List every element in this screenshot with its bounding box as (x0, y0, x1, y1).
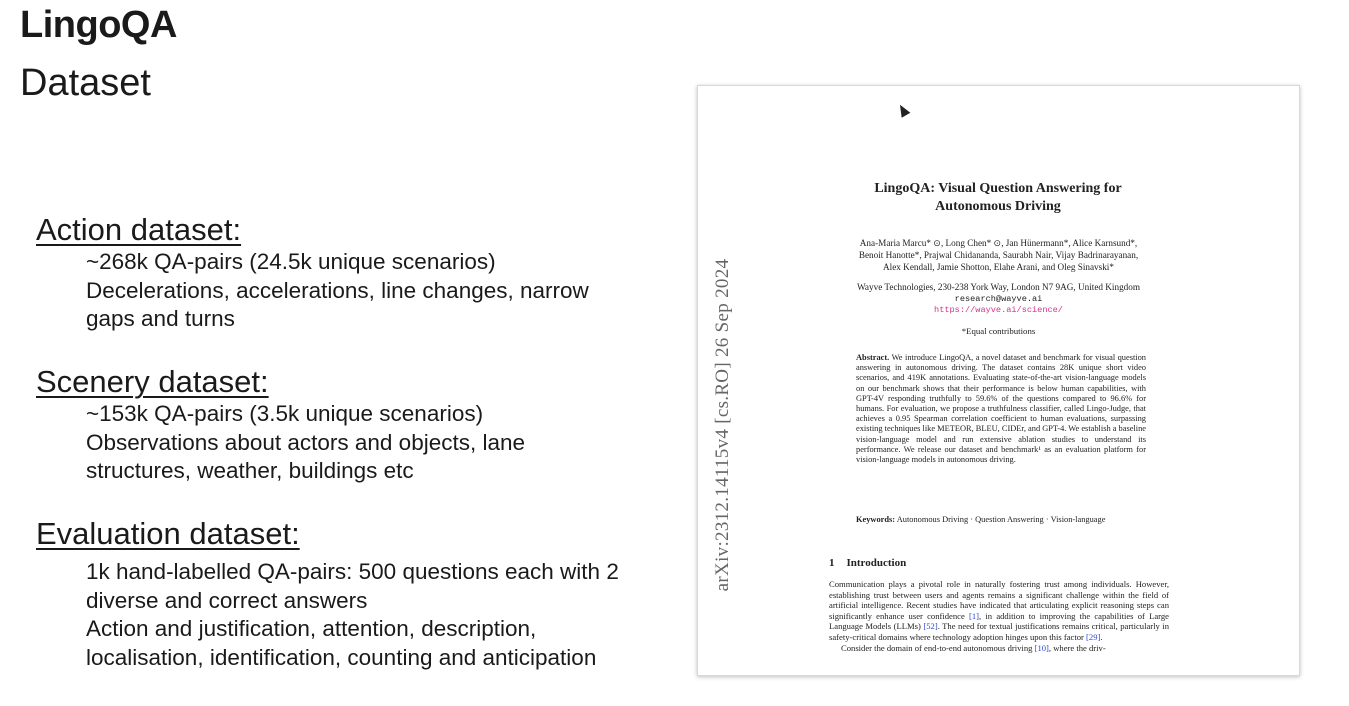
scenery-dataset-section (36, 364, 525, 486)
paper-title: LingoQA: Visual Question Answering for Autonomous Driving (874, 181, 1122, 214)
evaluation-dataset-count-line1: 1k hand-labelled QA-pairs: 500 questions each with 2 (86, 559, 619, 584)
action-dataset-count: ~268k QA-pairs (24.5k unique scenarios) (86, 249, 496, 274)
paper-intro-heading: 1 Introduction (829, 557, 907, 569)
paper-keywords: Keywords: Autonomous Driving · Question Answering · Vision-language (856, 515, 1106, 524)
abstract-label: Abstract. (856, 353, 890, 362)
mouse-cursor-icon (896, 102, 911, 117)
paper-url-link[interactable]: https://wayve.ai/science/ (934, 305, 1063, 315)
citation-link[interactable]: [1] (969, 610, 980, 621)
paper-intro-text: Communication plays a pivotal role in naturally fostering trust among individuals. However, establishing trust between users and agents remains a significant challenge within the field of artificial intelligence. Recent studies have indicated that articulating explicit reasoning steps can significantly enhance user confidence [1], in addition to improving the capabilities of Large Language Models (LLMs) [52]. The need for textual justifications remains critical, particularly in safety-critical domains where technology adoption hinges upon this factor [29]. Consider the domain of end-to-end autonomous driving [10], where the driv- (829, 579, 1169, 653)
evaluation-dataset-desc-line2: localisation, identification, counting and anticipation (86, 644, 597, 670)
evaluation-dataset-section (36, 516, 619, 672)
citation-link[interactable]: [10] (1034, 642, 1049, 653)
scenery-dataset-desc-line2: structures, weather, buildings etc (86, 458, 414, 483)
evaluation-dataset-heading: Evaluation dataset: (36, 516, 300, 551)
abstract-text: We introduce LingoQA, a novel dataset and benchmark for visual question answering in autonomous driving. The dataset contains 28K unique short video scenarios, and 419K annotations. Evaluating state-of-the-art vision-language models on our benchmark shows that their performance is below human capabilities, with GPT-4V responding truthfully to 59.6% of the questions compared to 96.6% for humans. For evaluation, we propose a truthfulness classifier, called Lingo-Judge, that achieves a 0.95 Spearman correlation coefficient to human evaluations, surpassing existing techniques like METEOR, BLEU, CIDEr, and GPT-4. We establish a baseline vision-language model and run extensive ablation studies to understand its performance. We release our dataset and benchmark¹ as an evaluation platform for vision-language models in autonomous driving. (856, 353, 1146, 465)
action-dataset-desc-line2: gaps and turns (86, 306, 235, 331)
paper-equal-contributions: *Equal contributions (961, 326, 1036, 336)
arxiv-stamp: arXiv:2312.14115v4 [cs.RO] 26 Sep 2024 (712, 258, 733, 592)
evaluation-dataset-desc-line1: Action and justification, attention, description, (86, 616, 537, 641)
paper-preview[interactable] (697, 85, 1300, 676)
scenery-dataset-heading: Scenery dataset: (36, 364, 269, 399)
citation-link[interactable]: [52] (923, 621, 938, 632)
paper-abstract (856, 353, 1146, 465)
slide-subtitle: Dataset (20, 62, 151, 104)
paper-authors: Ana-Maria Marcu* ⊙, Long Chen* ⊙, Jan Hünermann*, Alice Karnsund*, Benoit Hanotte*, Prajwal Chidananda, Saurabh Nair, Vijay Badrinarayanan, Alex Kendall, Jamie Shotton, Elahe Arani, and Oleg Sinavski* (858, 238, 1139, 272)
action-dataset-heading: Action dataset: (36, 212, 242, 247)
action-dataset-section (36, 212, 589, 334)
paper-email: research@wayve.ai (954, 293, 1043, 304)
slide-title: LingoQA (20, 4, 177, 46)
scenery-dataset-desc-line1: Observations about actors and objects, lane (86, 429, 526, 455)
scenery-dataset-count: ~153k QA-pairs (3.5k unique scenarios) (86, 401, 484, 426)
citation-link[interactable]: [29] (1086, 631, 1101, 642)
evaluation-dataset-count-line2: diverse and correct answers (86, 587, 368, 613)
action-dataset-desc-line1: Decelerations, accelerations, line changes, narrow (86, 277, 589, 303)
paper-affiliation: Wayve Technologies, 230-238 York Way, London N7 9AG, United Kingdom research@wayve.ai https://wayve.ai/science/ (826, 282, 1171, 317)
